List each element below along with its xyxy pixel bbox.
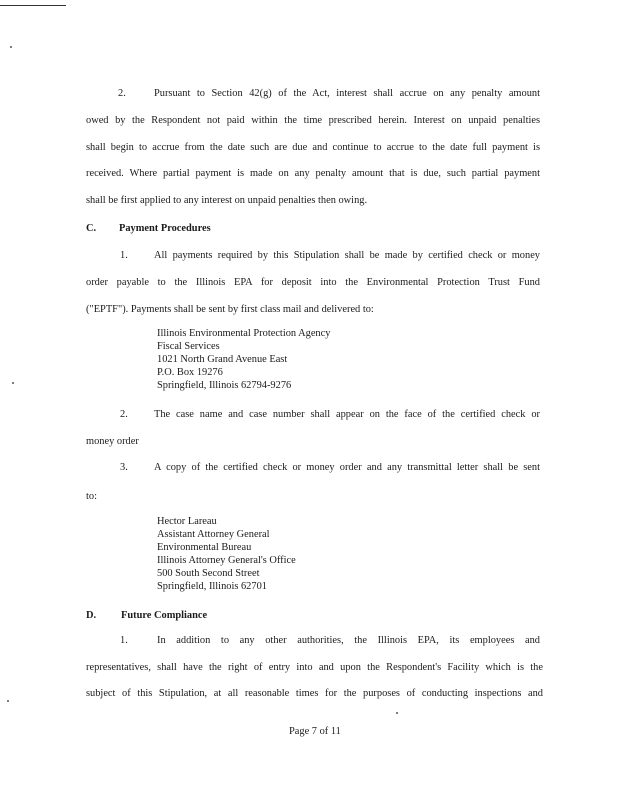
- para-c3-line-1: A copy of the certified check or money order and any transmittal letter shall be sent: [154, 462, 540, 473]
- para-d2-line-2: owed by the Respondent not paid within the time prescribed herein. Interest on unpaid penalties: [86, 115, 540, 126]
- section-c-letter: C.: [86, 223, 97, 234]
- address-1-line-4: P.O. Box 19276: [157, 367, 223, 378]
- address-2-line-2: Assistant Attorney General: [157, 529, 270, 540]
- scan-speck: [10, 46, 12, 48]
- para-d2-line-1: Pursuant to Section 42(g) of the Act, interest shall accrue on any penalty amount: [154, 88, 540, 99]
- address-1-line-2: Fiscal Services: [157, 341, 220, 352]
- para-d1-number: 1.: [120, 635, 128, 646]
- scan-corner-rule: [0, 5, 66, 6]
- page-number-footer: Page 7 of 11: [289, 726, 341, 737]
- address-1-line-3: 1021 North Grand Avenue East: [157, 354, 288, 365]
- para-c2-number: 2.: [120, 409, 128, 420]
- para-c3-line-2: to:: [86, 491, 97, 502]
- address-1-line-1: Illinois Environmental Protection Agency: [157, 328, 331, 339]
- para-c1-line-3: ("EPTF"). Payments shall be sent by first class mail and delivered to:: [86, 304, 374, 315]
- scan-speck: [396, 712, 398, 714]
- section-d-title: Future Compliance: [121, 610, 208, 621]
- para-d2-line-5: shall be first applied to any interest on unpaid penalties then owing.: [86, 195, 368, 206]
- para-d1-line-3: subject of this Stipulation, at all reasonable times for the purposes of conducting inspections and: [86, 688, 543, 699]
- address-2-line-3: Environmental Bureau: [157, 542, 252, 553]
- scan-speck: [7, 700, 9, 702]
- para-d2-line-3: shall begin to accrue from the date such are due and continue to accrue to the date full payment is: [86, 142, 540, 153]
- para-c2-line-2: money order: [86, 436, 139, 447]
- para-d2-number: 2.: [118, 88, 126, 99]
- scan-speck: [12, 382, 14, 384]
- para-c2-line-1: The case name and case number shall appear on the face of the certified check or: [154, 409, 540, 420]
- para-d1-line-2: representatives, shall have the right of entry into and upon the Respondent's Facility which is the: [86, 662, 543, 673]
- para-d2-line-4: received. Where partial payment is made on any penalty amount that is due, such partial payment: [86, 168, 540, 179]
- para-c3-number: 3.: [120, 462, 128, 473]
- section-d-letter: D.: [86, 610, 97, 621]
- para-c1-number: 1.: [120, 250, 128, 261]
- address-1-line-5: Springfield, Illinois 62794-9276: [157, 380, 292, 391]
- address-2-line-6: Springfield, Illinois 62701: [157, 581, 267, 592]
- address-2-line-5: 500 South Second Street: [157, 568, 260, 579]
- section-c-title: Payment Procedures: [119, 223, 211, 234]
- para-c1-line-1: All payments required by this Stipulation shall be made by certified check or money: [154, 250, 540, 261]
- para-d1-line-1: In addition to any other authorities, the Illinois EPA, its employees and: [157, 635, 540, 646]
- address-2-line-4: Illinois Attorney General's Office: [157, 555, 296, 566]
- address-2-line-1: Hector Lareau: [157, 516, 217, 527]
- para-c1-line-2: order payable to the Illinois EPA for deposit into the Environmental Protection Trust Fund: [86, 277, 540, 288]
